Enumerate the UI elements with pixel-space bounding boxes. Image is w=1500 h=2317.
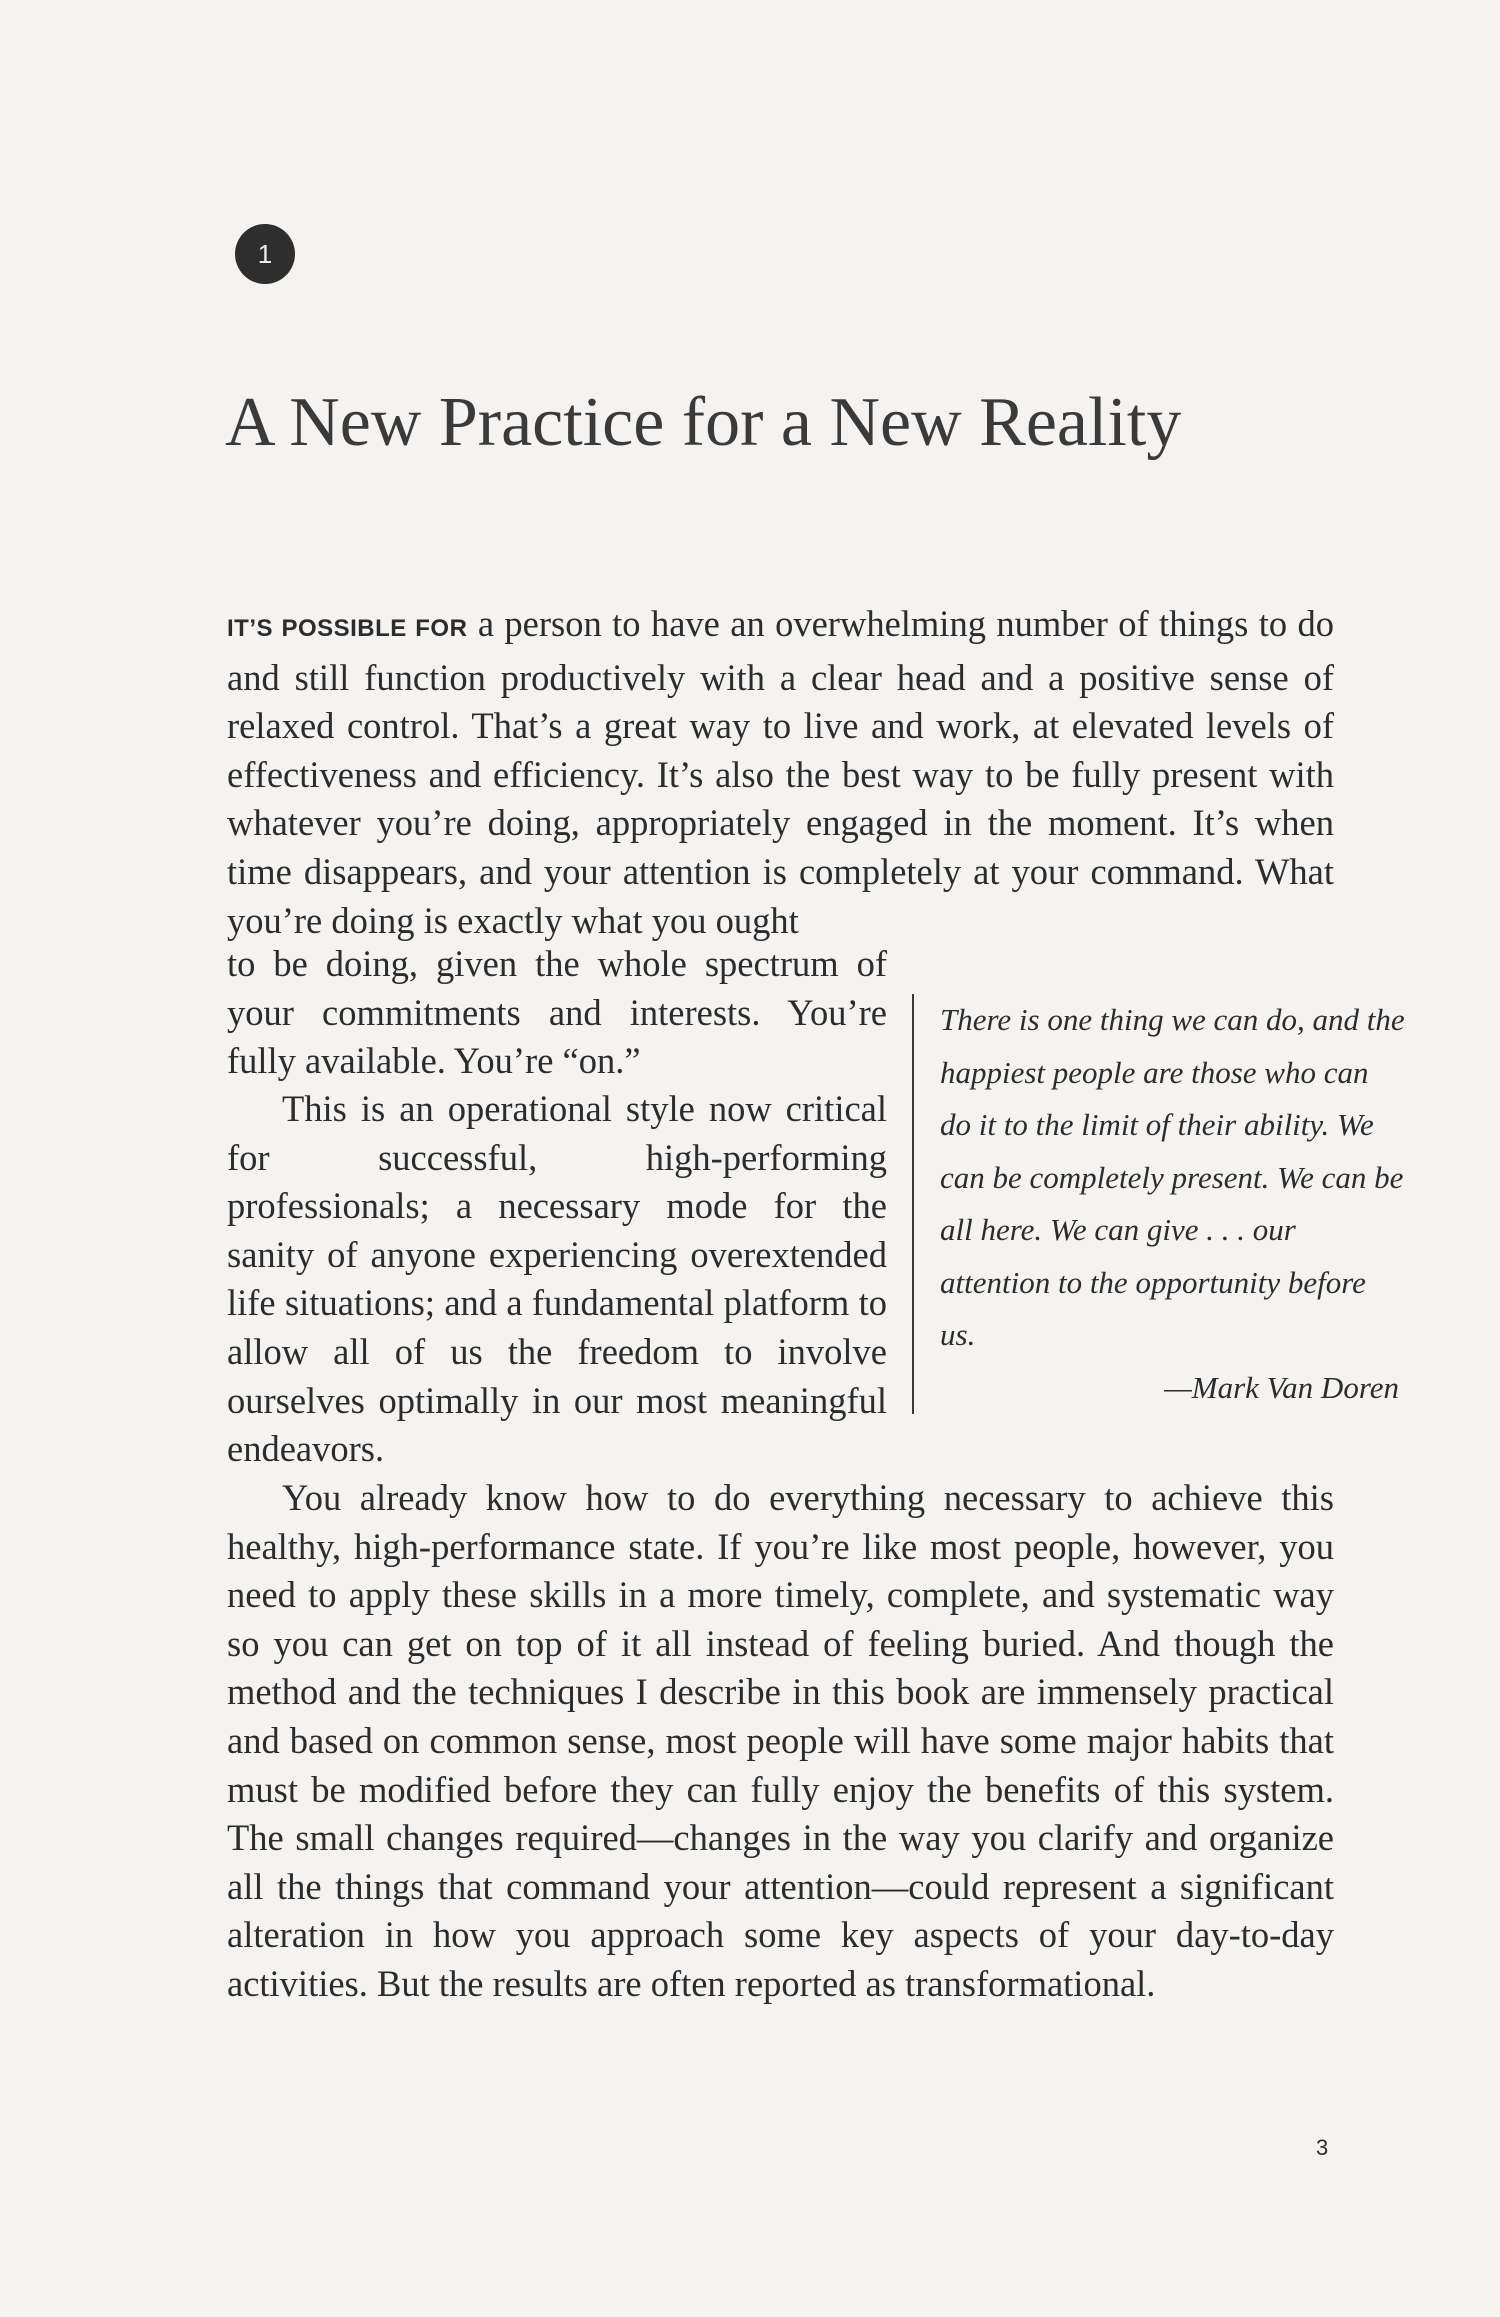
second-paragraph: This is an operational style now critical for successful, high-performing professionals; a necessary mode for the sanity of anyone experiencing overextended life situations; and a fundamental platform to allow all of us the freedom to involve ourselves optimally in our most meaningful endeavors. bbox=[227, 1088, 887, 1470]
chapter-number-badge: 1 bbox=[235, 224, 295, 284]
third-paragraph: You already know how to do everything necessary to achieve this healthy, high-performance state. If you’re like most people, however, you need to apply these skills in a more timely, complete, and systematic way so you can get on top of it all instead of feeling buried. And though the method and the techniques I describe in this book are immensely practical and based on common sense, most people will have some major habits that must be modified before they can fully enjoy the benefits of this system. The small changes required—changes in the way you clarify and organize all the things that command your attention—could represent a significant alteration in how you approach some key aspects of your day-to-day activities. But the results are often reported as transformational. bbox=[227, 1477, 1334, 2004]
chapter-title: A New Practice for a New Reality bbox=[225, 384, 1182, 461]
opening-paragraph-text: a person to have an overwhelming number of things to do and still function productively with a clear head and a positive sense of relaxed control. That’s a great way to live and work, at elevated levels of effectiveness and efficiency. It’s also the best way to be fully present with whatever you’re doing, appropriately engaged in the moment. It’s when time disappears, and your attention is completely at your command. What you’re doing is exactly what you ought bbox=[227, 603, 1334, 941]
pull-quote-text: There is one thing we can do, and the happiest people are those who can do it to the limit of their ability. We can be completely present. We can be all here. We can give . . . our attention to the opportunity before us. bbox=[940, 1002, 1405, 1352]
pull-quote-attribution: —Mark Van Doren bbox=[1164, 1369, 1399, 1405]
opening-paragraph-continued: to be doing, given the whole spectrum of your commitments and interests. You’re fully available. You’re “on.” bbox=[227, 943, 887, 1082]
pull-quote bbox=[912, 994, 1407, 1414]
page-number: 3 bbox=[1316, 2135, 1329, 2160]
opening-run-in: IT’S POSSIBLE FOR bbox=[227, 615, 468, 642]
opening-paragraph bbox=[227, 600, 1334, 945]
